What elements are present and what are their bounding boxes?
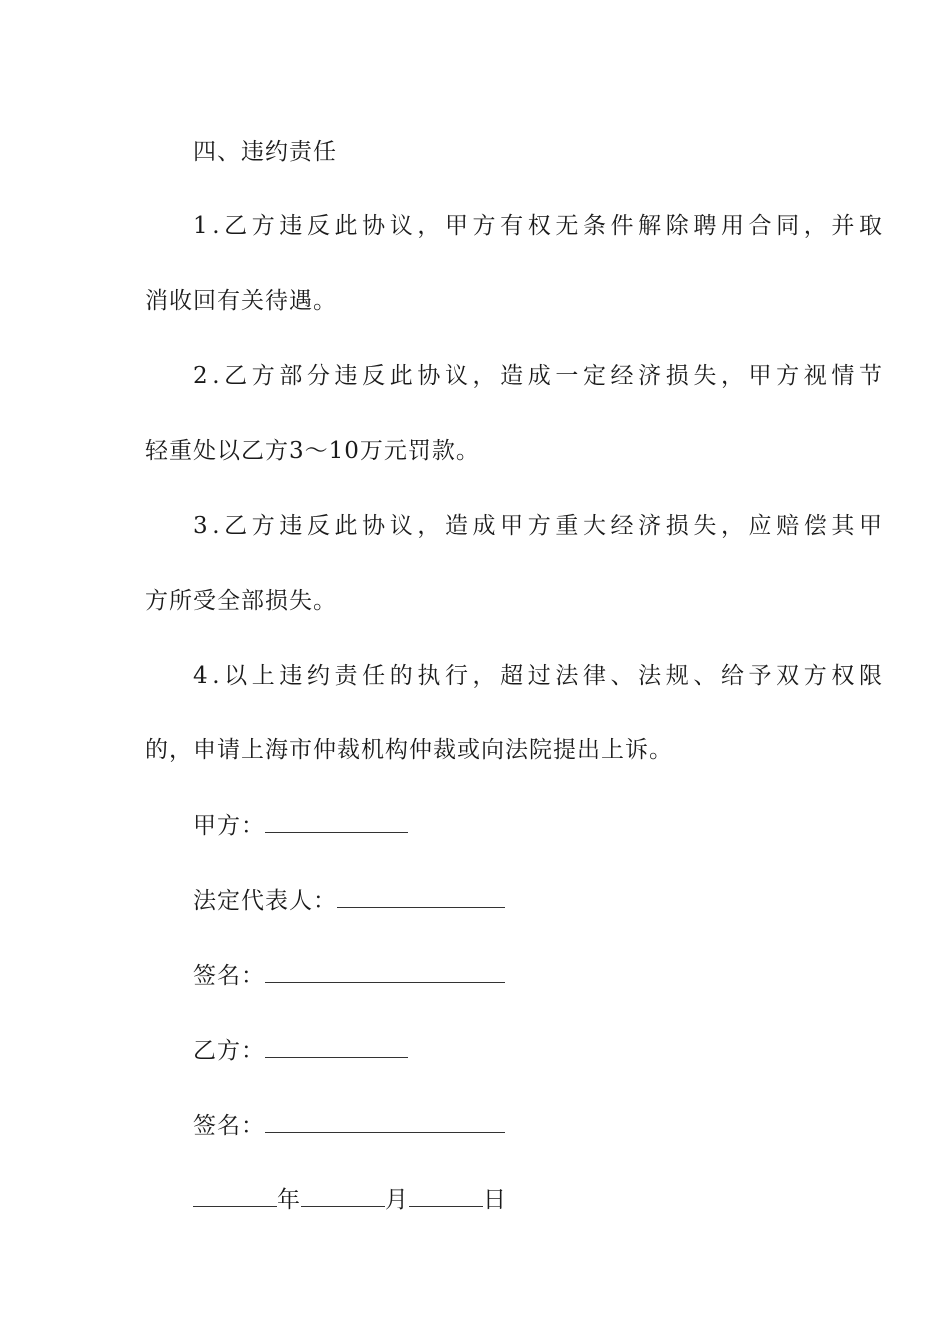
date-row: [193, 1184, 507, 1215]
party-a-blank: [265, 810, 408, 833]
sign-b-blank: [265, 1110, 505, 1133]
clause-2-line-2: 轻重处以乙方3～10万元罚款。: [145, 438, 480, 464]
sign-a-blank: [265, 960, 505, 983]
sign-b-label: 签名：: [193, 1113, 265, 1139]
day-label: 日: [483, 1187, 507, 1213]
year-blank: [193, 1184, 277, 1207]
clause-4-line-1: 4.以上违约责任的执行，超过法律、法规、给予双方权限: [193, 663, 887, 689]
party-b-blank: [265, 1035, 408, 1058]
party-b-label: 乙方：: [193, 1038, 265, 1064]
section-title: 四、违约责任: [193, 139, 337, 165]
clause-2-line-1: 2.乙方部分违反此协议，造成一定经济损失，甲方视情节: [193, 363, 887, 389]
legal-rep-blank: [337, 885, 505, 908]
party-a-label: 甲方：: [193, 813, 265, 839]
party-a-row: [193, 810, 408, 841]
month-label: 月: [385, 1187, 409, 1213]
year-label: 年: [277, 1187, 301, 1213]
day-blank: [409, 1184, 483, 1207]
party-b-row: [193, 1035, 408, 1066]
clause-3-line-2: 方所受全部损失。: [145, 588, 337, 614]
clause-3-line-1: 3.乙方违反此协议，造成甲方重大经济损失，应赔偿其甲: [193, 513, 887, 539]
clause-1-line-2: 消收回有关待遇。: [145, 288, 337, 314]
sign-a-label: 签名：: [193, 963, 265, 989]
month-blank: [301, 1184, 385, 1207]
legal-rep-label: 法定代表人：: [193, 888, 337, 914]
sign-b-row: [193, 1110, 505, 1141]
clause-4-line-2: 的，申请上海市仲裁机构仲裁或向法院提出上诉。: [145, 737, 673, 763]
sign-a-row: [193, 960, 505, 991]
legal-rep-row: [193, 885, 505, 916]
clause-1-line-1: 1.乙方违反此协议，甲方有权无条件解除聘用合同，并取: [193, 213, 887, 239]
